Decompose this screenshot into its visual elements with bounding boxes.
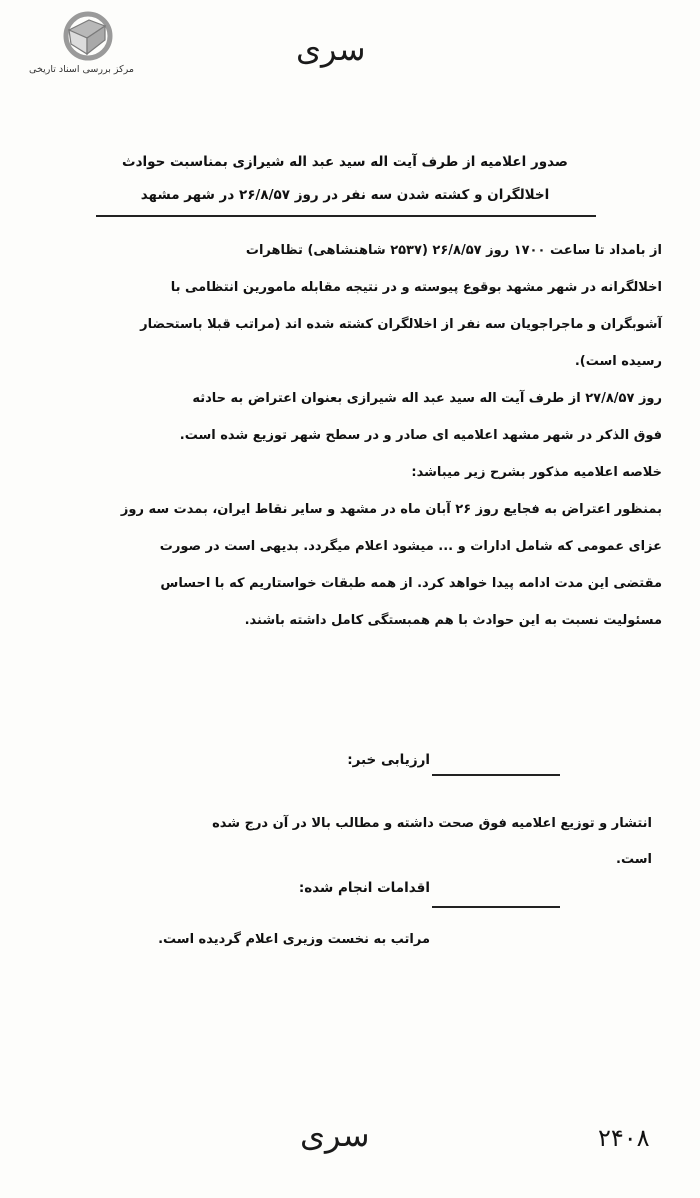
body-line: فوق الذکر در شهر مشهد اعلامیه ای صادر و در سطح شهر توزیع شده است. [179,428,662,443]
body-line: روز ۲۷/۸/۵۷ از طرف آیت اله سید عبد اله شیرازی بعنوان اعتراض به حادثه [192,391,662,406]
archive-logo-text: مرکز بررسی اسناد تاریخی [29,64,134,75]
classification-footer: سری [300,1116,370,1154]
document-title [96,146,594,212]
archive-logo [14,10,149,80]
evaluation-text [42,806,652,878]
body-line: بمنظور اعتراض به فجایع روز ۲۶ آبان ماه در مشهد و سایر نقاط ایران، بمدت سه روز [120,502,662,517]
body-line: رسیده است). [574,354,662,369]
evaluation-line: است. [616,852,652,867]
actions-heading-underline [432,906,560,908]
document-number: ۲۴۰۸ [598,1124,650,1152]
body-line: آشوبگران و ماجراجویان سه نفر از اخلالگران کشته شده اند (مراتب قبلا باستحضار [140,317,662,332]
classification-header: سری [296,30,366,68]
body-line: از بامداد تا ساعت ۱۷۰۰ روز ۲۶/۸/۵۷ (۲۵۳۷ شاهنشاهی) تظاهرات [245,243,662,258]
evaluation-heading: ارزیابی خبر: [347,752,430,768]
body-line: مقتضی این مدت ادامه پیدا خواهد کرد. از همه طبقات خواستاریم که با احساس [160,576,662,591]
body-line: مسئولیت نسبت به این حوادث با هم همبستگی کامل داشته باشند. [244,613,662,628]
document-body [38,232,662,639]
actions-heading: اقدامات انجام شده: [298,880,430,896]
body-line: خلاصه اعلامیه مذکور بشرح زیر میباشد: [411,465,662,480]
evaluation-line: انتشار و توزیع اعلامیه فوق صحت داشته و مطالب بالا در آن درج شده [212,816,652,831]
title-underline [96,215,596,217]
actions-text: مراتب به نخست وزیری اعلام گردیده است. [158,932,430,947]
evaluation-heading-underline [432,774,560,776]
title-line-2: اخلالگران و کشته شدن سه نفر در روز ۲۶/۸/۵۷ در شهر مشهد [140,187,550,203]
body-line: عزای عمومی که شامل ادارات و ... میشود اعلام میگردد. بدیهی است در صورت [159,539,662,554]
body-line: اخلالگرانه در شهر مشهد بوقوع پیوسته و در نتیجه مقابله مامورین انتظامی با [170,280,662,295]
title-line-1: صدور اعلامیه از طرف آیت اله سید عبد اله شیرازی بمناسبت حوادث [122,154,568,170]
archive-logo-icon [59,10,117,62]
